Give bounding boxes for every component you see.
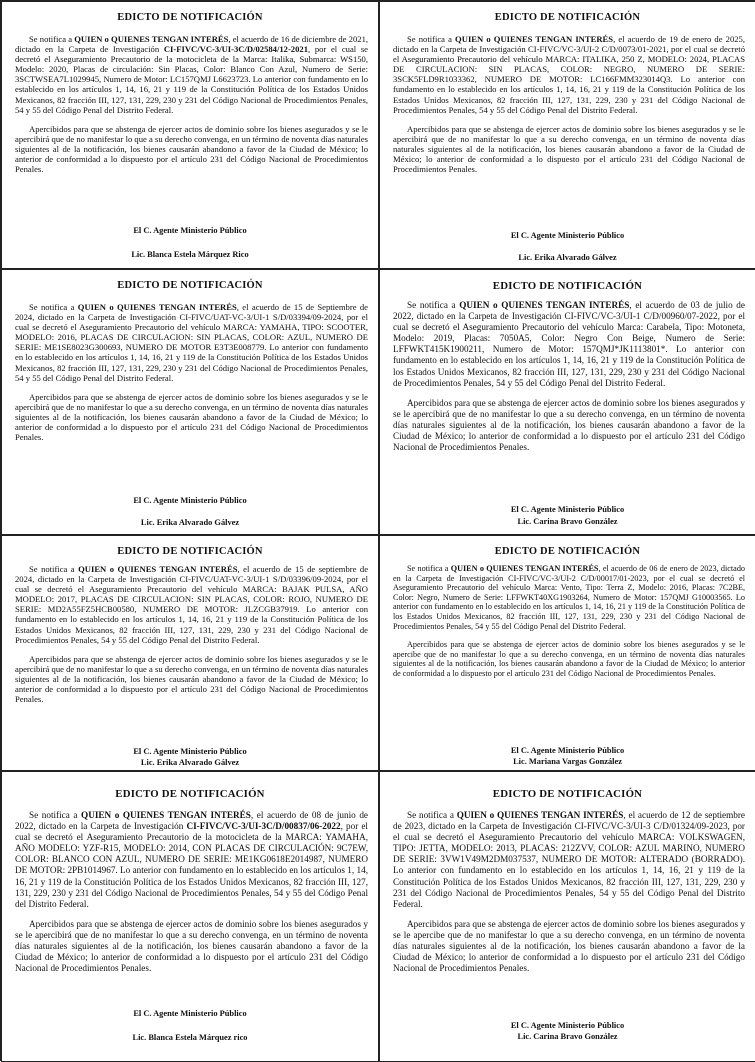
edict-paragraph-warning: Apercibidos para que se abstenga de ejercer actos de dominio sobre los bienes asegurados y se le apercibe que de no manifestar lo que a su derecho convenga, en un término de noventa días naturales siguientes al de la notificación, los bienes causarán abandono a favor de la Ciudad de México; lo anterior de conformidad a lo dispuesto por el artículo 231 del Código Nacional de Procedimientos Penales. [393, 640, 745, 678]
investigation-folder: CI-FIVC/VC-3/UI-3C/D/00837/06-2022 [186, 821, 341, 832]
edict-title: EDICTO DE NOTIFICACIÓN [492, 788, 643, 800]
edict-paragraph-notice [15, 810, 368, 910]
signature-name: Lic. Erika Alvarado Gálvez [140, 518, 240, 527]
edict-paragraph-warning: Apercibidos para que se abstenga de ejercer actos de dominio sobre los bienes asegurados y se le apercibirá que de no manifestar lo que a su derecho convenga, en un término de noventa días naturales siguientes al de la notificación, los bienes causarán abandono a favor de la Ciudad de México; lo anterior de conformidad a lo dispuesto por el artículo 231 del Código Nacional de Procedimientos Penales. [393, 123, 745, 175]
edict-paragraph-notice [393, 300, 745, 389]
edict-paragraph-notice [15, 564, 368, 645]
notice-text: Se notifica a [29, 810, 82, 820]
notice-text: , por el cual se decretó el Aseguramiento Precautorio de la motocicleta de la MARCA: YAMAHA, AÑO MODELO: YZF-R15, MODELO: 2014, CON PLACAS DE CIRCULACIÓN: 9C7EW, COLOR: BLANCO CON AZUL, NUMERO DE SERIE: ME1KG0618E2014987, NUMERO DE MOTOR: 2PB1014967. Lo anterior con fundamento en lo establecido en los artículos 1, 14, 16, 21 y 119 de la Constitución Política de los Estados Unidos Mexicanos, 82 fracción III, 127, 131, 229, 230 y 231 del Código Nacional de Procedimientos Penales, 54 y 55 del Código Penal del Distrito Federal. [15, 821, 368, 909]
edict-paragraph-notice [15, 34, 368, 115]
edict-paragraph-notice [393, 34, 745, 115]
edict-title: EDICTO DE NOTIFICACIÓN [492, 280, 643, 292]
edict-card-7 [1, 771, 379, 1062]
notice-text: , el acuerdo de 15 de septiembre de 2024, dictado en la Carpeta de Investigación CI-FIVC/UAT-VC-3/UI-1 S/D/03396/09-2024, por el cual se decretó el Aseguramiento Precautorio del vehículo MARCA: BAJAK PULSA, AÑO MODELO: 2017, PLACAS DE CIRCULACION: SIN PLACAS, COLOR: ROJO, NUMERO DE SERIE: MD2A55FZ5HCB00580, NUMERO DE MOTOR: JLZCGB37919. Lo anterior con fundamento en lo establecido en los artículos 1, 14, 16, 21 y 119 de la Constitución Política de los Estados Unidos Mexicanos, 82 fracción III, 127, 131, 229, 230 y 231 del Código Nacional de Procedimientos Penales, 54 y 55 del Código Penal del Distrito Federal. [15, 564, 369, 645]
edict-paragraph-warning: Apercibidos para que se abstenga de ejercer actos de dominio sobre los bienes asegurados y se le apercibe que de no manifestar lo que a su derecho convenga, en un término de noventa días naturales siguientes al de la notificación, los bienes causarán abandono a favor de la Ciudad de México; lo anterior de conformidad a lo dispuesto por el artículo 231 del Código Nacional de Procedimientos Penales. [393, 918, 745, 974]
edict-paragraph-warning: Apercibidos para que se abstenga de ejercer actos de dominio sobre los bienes asegurados y se le apercibirá que de no manifestar lo que a su derecho convenga, en un término de noventa días naturales siguientes al de la notificación, los bienes causarán abandono a favor de la Ciudad de México; lo anterior de conformidad a lo dispuesto por el artículo 231 del Código Nacional de Procedimientos Penales. [15, 391, 368, 443]
signature-title: El C. Agente Ministerio Público [510, 1021, 625, 1030]
notice-addressee: QUIEN o QUIENES TENGAN INTERÉS [455, 34, 614, 44]
signature-title: El C. Agente Ministerio Público [133, 496, 247, 505]
edict-paragraph-notice [15, 302, 368, 383]
signature-title: El C. Agente Ministerio Público [510, 746, 625, 755]
signature-name: Lic. Blanca Estela Márquez rico [132, 1033, 248, 1042]
signature-title: El C. Agente Ministerio Público [133, 226, 247, 235]
edict-card-8 [379, 771, 755, 1062]
edict-paragraph-warning: Apercibidos para que se abstenga de ejercer actos de dominio sobre los bienes asegurados y se le apercibirá que de no manifestar lo que a su derecho convenga, en un término de noventa días naturales siguientes al de la notificación, los bienes causarán abandono a favor de la Ciudad de México; lo anterior de conformidad a lo dispuesto por el artículo 231 del Código Nacional de Procedimientos Penales. [15, 123, 368, 175]
notice-text: , el acuerdo de 12 de septiembre de 2023, dictado en la Carpeta de Investigación CI-FIVC/VC-3/UI-3 C/D/01324/09-2023, por el cual se decretó el Aseguramiento Precautorio del vehículo MARCA: VOLKSWAGEN, TIPO: JETTA, MODELO: 2013, PLACAS: 212ZVV, COLOR: AZUL MARINO, NUMERO DE SERIE: 3VW1V49M2DM037537, NUMERO DE MOTOR: ALTERADO (BORRADO). Lo anterior con fundamento en lo establecido en los artículos 1, 14, 16, 21 y 119 de la Constitución Política de los Estados Unidos Mexicanos, 82 fracción III, 127, 131, 229, 230 y 231 del Código Nacional de Procedimientos Penales, 54 y 55 del Código Penal del Distrito Federal. [393, 810, 745, 909]
notice-text: , el acuerdo de 03 de julio de 2022, dictado en la Carpeta de Investigación CI-FIVC/VC-3/UI-1 C/D/00960/07-2022, por el cual se decretó el Aseguramiento Precautorio del vehículo Marca: Carabela, Tipo: Motoneta, Modelo: 2019, Placas: 7050A5, Color: Negro Con Beige, Numero de Serie: LFFWKT415K1900211, Numero de Motor: 157QMJ*JK1113801*. Lo anterior con fundamento en lo establecido en los artículos 1, 14, 16, 21 y 119 de la Constitución Política de los Estados Unidos Mexicanos, 82 fracción III, 127, 131, 229, 230 y 231 del Código Nacional de Procedimientos Penales, 54 y 55 del Código Penal del Distrito Federal. [393, 300, 745, 388]
signature-title: El C. Agente Ministerio Público [510, 505, 625, 514]
notice-addressee: QUIEN o QUIENES TENGAN INTERÉS [450, 564, 599, 573]
edict-card-3 [1, 269, 379, 535]
edict-title: EDICTO DE NOTIFICACIÓN [115, 788, 265, 800]
edict-card-2 [379, 1, 755, 269]
edict-paragraph-warning: Apercibidos para que se abstenga de ejercer actos de dominio sobre los bienes asegurados y se le apercibirá que de no manifestar lo que a su derecho convenga, en un término de noventa días naturales siguientes al de la notificación, los bienes causarán abandono a favor de la Ciudad de México; lo anterior de conformidad a lo dispuesto por el artículo 231 del Código Nacional de Procedimientos Penales. [393, 397, 745, 453]
notice-text: , el acuerdo de 16 de diciembre de 2021, dictado en la Carpeta de Investigación [15, 34, 369, 55]
edict-body [393, 810, 745, 974]
edict-card-6 [379, 535, 755, 771]
notice-text: Se notifica a [29, 34, 75, 44]
notice-addressee: QUIEN o QUIENES TENGAN INTERÉS [78, 564, 238, 574]
notice-text: Se notifica a [29, 564, 79, 574]
notice-text: , el acuerdo de 08 de junio de 2022, dictado en la Carpeta de Investigación [15, 810, 368, 832]
signature-name: Lic. Blanca Estela Márquez Rico [131, 250, 249, 259]
notice-text: Se notifica a [407, 564, 451, 573]
edict-body [15, 34, 368, 174]
notice-addressee: QUIEN o QUIENES TENGAN INTERÉS [74, 34, 229, 44]
signature-name: Lic. Carina Bravo González [517, 1032, 618, 1041]
notice-addressee: QUIEN o QUIENES TENGAN INTERÉS [77, 302, 237, 312]
edict-paragraph-notice [393, 564, 745, 631]
edict-body [393, 564, 745, 679]
edict-title: EDICTO DE NOTIFICACIÓN [117, 12, 263, 23]
edict-body [393, 34, 745, 174]
edict-body [15, 810, 368, 974]
notice-text: , por el cual se decretó el Aseguramiento Precautorio de la motocicleta de la Marca: Italika, Submarca: WS150, Modelo: 2020, Placas de circulación: Sin Placas, Color: Blanco Con Azul, Numero de Serie: 3SCTWSEA7L1029945, Numero de Motor: LC157QMJ L6623723. Lo anterior con fundamento en lo establecido en los artículos 1, 14, 16, 21 y 119 de la Constitución Política de los Estados Unidos Mexicanos, 82 fracción III, 127, 131, 229, 230 y 231 del Código Nacional de Procedimientos Penales, 54 y 55 del Código Penal del Distrito Federal. [15, 44, 369, 115]
edict-paragraph-notice [393, 810, 745, 910]
edict-title: EDICTO DE NOTIFICACIÓN [117, 280, 263, 291]
edict-body [393, 300, 745, 453]
notice-text: , el acuerdo de 06 de enero de 2023, dictado en la Carpeta de Investigación CI-FIVC/VC-3/UI-2 C/D/00017/01-2023, por el cual se decretó el Aseguramiento Precautorio del vehículo Marca: Vento, Tipo: Terra Z, Modelo: 2016, Placas: 7C2BE, Color: Negro, Numero de Serie: LFFWKT40XG1903264, Numero de Motor: 157QMJ G10003565. Lo anterior con fundamento en lo establecido en los artículos 1, 14, 16, 21 y 119 de la Constitución Política de los Estados Unidos Mexicanos, 82 fracción III, 127, 131, 229, 230 y 231 del Código Nacional de Procedimientos Penales, 54 y 55 del Código Penal del Distrito Federal. [393, 564, 746, 631]
notice-text: Se notifica a [29, 302, 78, 312]
notice-text: , el acuerdo de 19 de enero de 2025, dictado en la Carpeta de Investigación CI-FIVC/VC-3/UI-2 C/D/0073/01-2021, por el cual se decretó el Aseguramiento Precautorio del vehículo MARCA: ITALIKA, 250 Z, MODELO: 2024, PLACAS DE CIRCULACION: SIN PLACAS, COLOR: NEGRO, NUMERO DE SERIE: 3SCK5FLD9R1033362, NUMERO DE MOTOR: LC166FMM323014Q3. Lo anterior con fundamento en lo establecido en los artículos 1, 14, 16, 21 y 119 de la Constitución Política de los Estados Unidos Mexicanos, 82 fracción III, 127, 131, 229, 230 y 231 del Código Nacional de Procedimientos Penales, 54 y 55 del Código Penal del Distrito Federal. [393, 34, 745, 115]
investigation-folder: CI-FIVC/VC-3/UI-3C/D/02584/12-2021 [163, 44, 308, 55]
edict-paragraph-warning: Apercibidos para que se abstenga de ejercer actos de dominio sobre los bienes asegurados y se le apercibirá que de no manifestar lo que a su derecho convenga, en un término de noventa días naturales siguientes al de la notificación, los bienes causarán abandono a favor de la Ciudad de México; lo anterior de conformidad a lo dispuesto por el artículo 231 del Código Nacional de Procedimientos Penales. [15, 653, 368, 705]
edict-card-1 [1, 1, 379, 269]
edict-paragraph-warning: Apercibidos para que se abstenga de ejercer actos de dominio sobre los bienes asegurados y se le apercibirá que de no manifestar lo que a su derecho convenga, en un término de noventa días naturales siguientes al de la notificación, los bienes causarán abandono a favor de la Ciudad de México; lo anterior de conformidad a lo dispuesto por el artículo 231 del Código Nacional de Procedimientos Penales. [15, 918, 368, 974]
signature-name: Lic. Erika Alvarado Gálvez [140, 758, 240, 767]
signature-title: El C. Agente Ministerio Público [510, 231, 625, 240]
notice-addressee: QUIEN o QUIENES TENGAN INTERÉS [459, 300, 630, 310]
notice-text: Se notifica a [407, 810, 457, 820]
signature-name: Lic. Carina Bravo González [517, 517, 618, 526]
edict-title: EDICTO DE NOTIFICACIÓN [494, 546, 641, 557]
signature-title: El C. Agente Ministerio Público [133, 747, 247, 756]
edict-title: EDICTO DE NOTIFICACIÓN [117, 546, 263, 557]
notice-text: , el acuerdo de 15 de Septiembre de 2024, dictado en la Carpeta de Investigación CI-FIVC/UAT-VC-3/UI-1 S/D/03394/09-2024, por el cual se decretó el Aseguramiento Precautorio del vehículo MARCA: YAMAHA, TIPO: SCOOTER, MODELO: 2016, PLACAS DE CIRCULACION: SIN PLACAS, COLOR: AZUL, NUMERO DE SERIE: ME1SE8023G300693, NUMERO DE MOTOR E3T3E008779. Lo anterior con fundamento en lo establecido en los artículos 1, 14, 16, 21 y 119 de la Constitución Política de los Estados Unidos Mexicanos, 82 fracción III, 127, 131, 229, 230 y 231 del Código Nacional de Procedimientos Penales, 54 y 55 del Código Penal del Distrito Federal. [15, 302, 369, 383]
notice-addressee: QUIEN o QUIENES TENGAN INTERÉS [456, 810, 624, 820]
notice-text: Se notifica a [407, 300, 460, 310]
edict-body [15, 302, 368, 442]
edict-card-4 [379, 269, 755, 535]
signature-name: Lic. Mariana Vargas González [513, 757, 622, 766]
signature-name: Lic. Erika Alvarado Gálvez [518, 253, 617, 262]
edict-title: EDICTO DE NOTIFICACIÓN [494, 12, 641, 23]
edict-card-5 [1, 535, 379, 771]
notice-addressee: QUIEN o QUIENES TENGAN INTERÉS [81, 810, 251, 820]
notice-text: Se notifica a [407, 34, 456, 44]
edict-body [15, 564, 368, 704]
signature-title: El C. Agente Ministerio Público [133, 1009, 247, 1018]
